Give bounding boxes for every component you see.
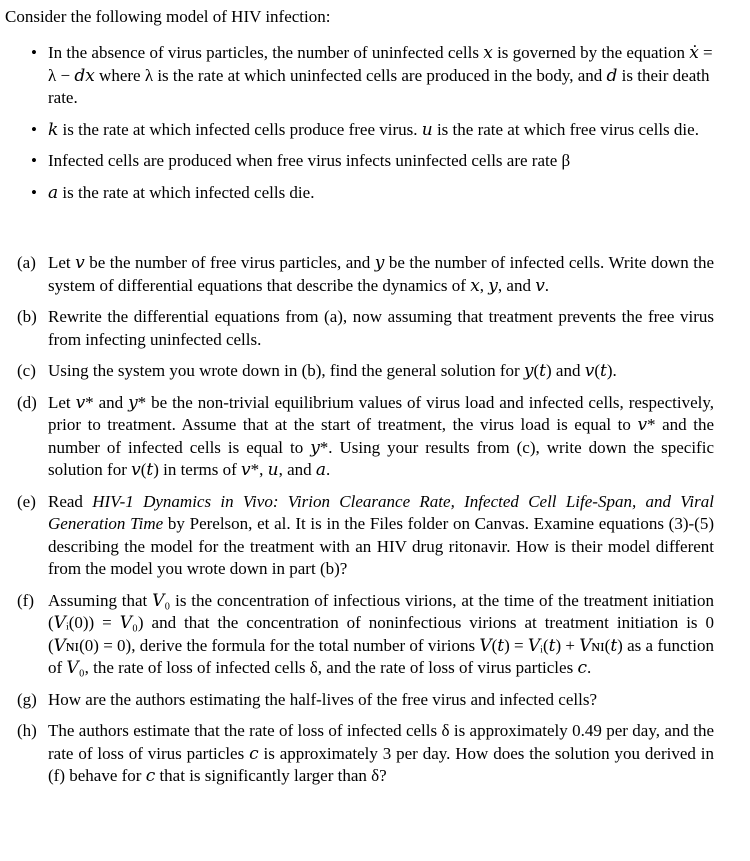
question-text: How are the authors estimating the half-lives of the free virus and infected cells?	[48, 689, 597, 709]
question-marker: (c)	[17, 361, 36, 380]
assumptions-list	[0, 42, 750, 213]
question-item	[0, 720, 750, 788]
question-item	[0, 360, 750, 383]
bullet-icon: •	[31, 182, 37, 202]
question-text: Let 𝑣* and 𝑦* be the non-trivial equilibrium values of virus load and infected cells, respectively, prior to treatment. Assume that at the start of treatment, the virus load is equal to 𝑣* and the number of infected cells is equal to 𝑦*. Using your results from (c), write down the specific solution for 𝑣(𝑡) in terms of 𝑣*, 𝑢, and 𝑎.	[48, 392, 714, 479]
question-text: Let 𝑣 be the number of free virus particles, and 𝑦 be the number of infected cells. Write down the system of differential equations that describe the dynamics of 𝑥, 𝑦, and 𝑣.	[48, 253, 714, 295]
question-text: Using the system you wrote down in (b), find the general solution for 𝑦(𝑡) and 𝑣(𝑡).	[48, 361, 617, 380]
question-item	[0, 306, 750, 351]
assumption-item	[0, 150, 750, 173]
question-marker: (e)	[17, 491, 36, 511]
bullet-icon: •	[31, 151, 37, 170]
assumption-item	[0, 119, 750, 142]
question-marker: (a)	[17, 253, 36, 272]
assumption-text: 𝑘 is the rate at which infected cells produce free virus. 𝑢 is the rate at which free virus cells die.	[48, 119, 699, 139]
question-text: Assuming that 𝑉₀ is the concentration of infectious virions, at the time of the treatment initiation (𝑉ᵢ(0)) = 𝑉₀) and that the concentration of noninfectious virions at treatment initiation is 0 (𝑉ɴɪ(0) = 0), derive the formula for the total number of virions 𝑉(𝑡) = 𝑉ᵢ(𝑡) + 𝑉ɴɪ(𝑡) as a function of 𝑉₀, the rate of loss of infected cells δ, and the rate of loss of virus particles 𝑐.	[48, 590, 714, 677]
question-item	[0, 689, 750, 712]
assumption-item	[0, 182, 750, 205]
assumption-text: 𝑎 is the rate at which infected cells die.	[48, 182, 315, 202]
intro-text: Consider the following model of HIV infection:	[5, 7, 331, 26]
question-marker: (d)	[17, 392, 37, 412]
bullet-icon: •	[31, 119, 37, 139]
question-marker: (f)	[17, 590, 34, 610]
paper-title: HIV-1 Dynamics in Vivo: Virion Clearance Rate, Infected Cell Life-Span, and Viral Generation Time	[48, 491, 714, 533]
assumption-text: In the absence of virus particles, the number of uninfected cells 𝑥 is governed by the equation 𝑥̇ = λ − 𝑑𝑥 where λ is the rate at which uninfected cells are produced in the body, and 𝑑 is their death rate.	[48, 43, 713, 107]
question-item	[0, 252, 750, 297]
assumption-item	[0, 42, 750, 110]
question-text: The authors estimate that the rate of loss of infected cells δ is approximately 0.49 per day, and the rate of loss of virus particles 𝑐 is approximately 3 per day. How does the solution you derived in (f) behave for 𝑐 that is significantly larger than δ?	[48, 721, 714, 785]
question-text: Rewrite the differential equations from (a), now assuming that treatment prevents the free virus from infecting uninfected cells.	[48, 307, 714, 349]
assumption-text: Infected cells are produced when free virus infects uninfected cells are rate β	[48, 151, 571, 170]
question-text-after: by Perelson, et al. It is in the Files folder on Canvas. Examine equations (3)-(5) describing the model for the treatment with an HIV drug ritonavir. How is their model different from the model you wrote down in part (b)?	[48, 514, 714, 578]
question-marker: (g)	[17, 689, 37, 709]
question-item	[0, 491, 750, 581]
question-marker: (h)	[17, 721, 37, 740]
question-text-before: Read	[48, 491, 93, 511]
question-item	[0, 590, 750, 680]
question-item	[0, 392, 750, 482]
questions-list	[0, 252, 750, 797]
question-marker: (b)	[17, 307, 37, 326]
bullet-icon: •	[31, 43, 37, 62]
